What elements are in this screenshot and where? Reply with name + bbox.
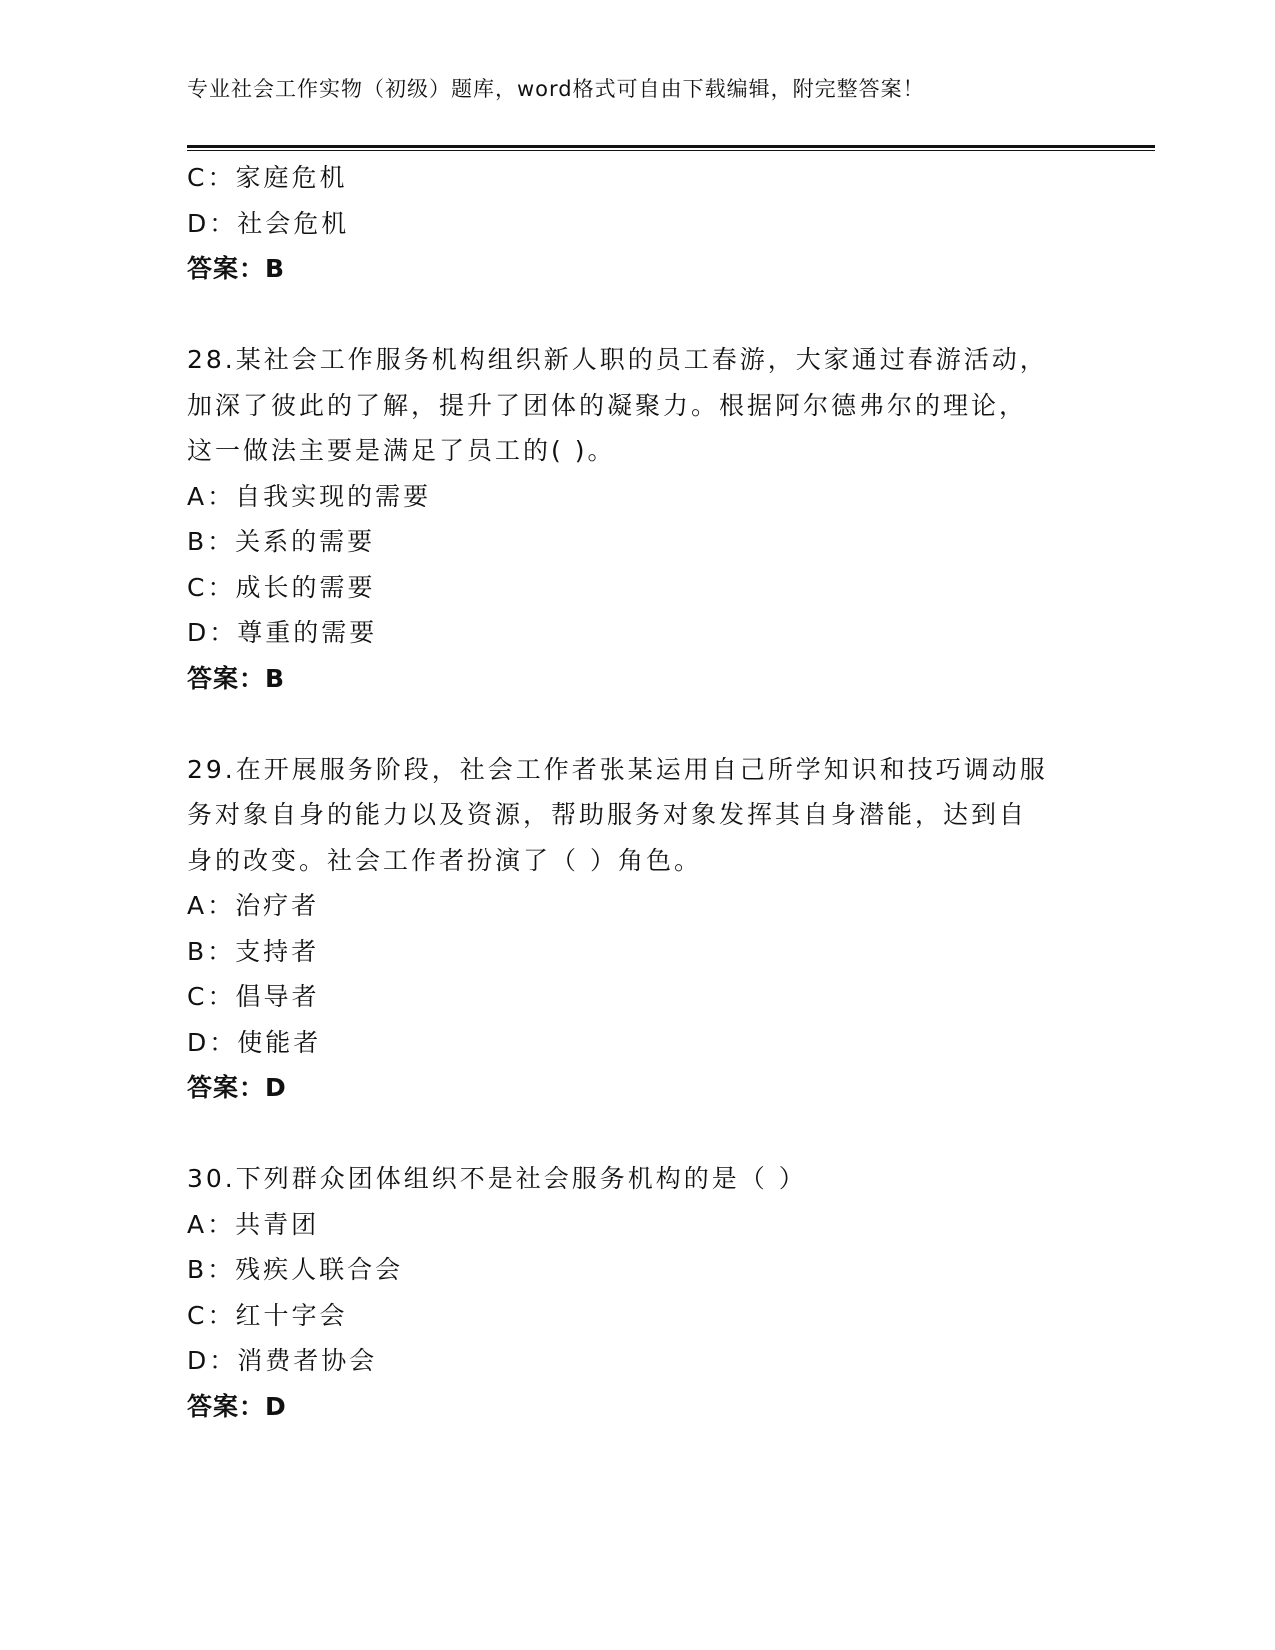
option-c: C：家庭危机 [187,163,348,192]
option-b: B：关系的需要 [187,527,376,556]
page-header: 专业社会工作实物（初级）题库，word格式可自由下载编辑，附完整答案！ [187,77,925,101]
option-c: C：倡导者 [187,982,320,1011]
header-rule-thick [187,145,1155,148]
question-29-text: 身的改变。社会工作者扮演了（ ）角色。 [187,845,702,875]
option-a: A：自我实现的需要 [187,481,432,511]
option-a: A：共青团 [187,1209,320,1239]
option-b: B：残疾人联合会 [187,1255,404,1284]
option-c: C：红十字会 [187,1300,348,1330]
question-29-text: 29.在开展服务阶段，社会工作者张某运用自己所学知识和技巧调动服 [187,754,1048,784]
option-d: D：消费者协会 [187,1346,378,1375]
question-content [187,155,1067,1429]
option-d: D：尊重的需要 [187,618,378,647]
question-30-text: 30.下列群众团体组织不是社会服务机构的是（ ） [187,1164,807,1193]
answer: 答案：D [187,1391,287,1421]
question-28-text: 加深了彼此的了解，提升了团体的凝聚力。根据阿尔德弗尔的理论， [187,390,1028,420]
spacer [187,1111,1067,1157]
answer: 答案：D [187,1073,287,1102]
option-b: B：支持者 [187,936,320,966]
option-c: C：成长的需要 [187,572,376,602]
question-28-text: 28.某社会工作服务机构组织新人职的员工春游，大家通过春游活动， [187,345,1048,374]
header-rule-thin [187,150,1155,151]
answer: 答案：B [187,663,286,693]
answer: 答案：B [187,254,286,283]
option-a: A：治疗者 [187,891,320,920]
question-28-text: 这一做法主要是满足了员工的( )。 [187,436,616,465]
option-d: D：使能者 [187,1027,322,1057]
spacer [187,292,1067,338]
option-d: D：社会危机 [187,208,350,238]
spacer [187,701,1067,747]
question-29-text: 务对象自身的能力以及资源，帮助服务对象发挥其自身潜能，达到自 [187,800,1028,829]
